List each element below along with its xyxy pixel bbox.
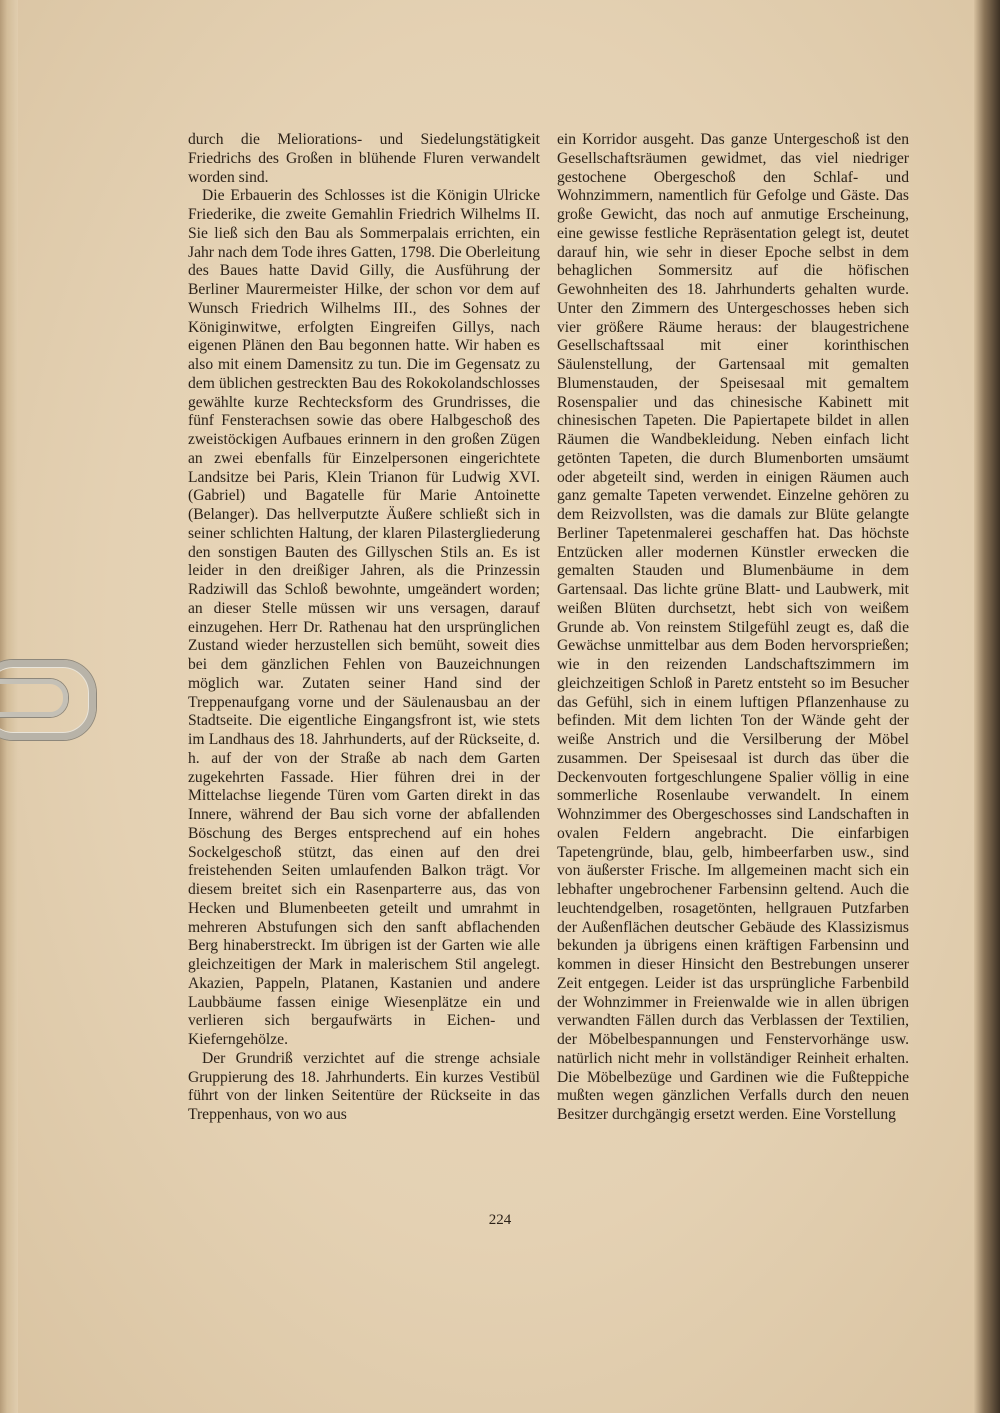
paragraph: Der Grundriß verzichtet auf die strenge achsiale Gruppierung des 18. Jahrhunderts. Ein kurzes Vestibül führt von der linken Seitentüre der Rückseite in das Treppenhaus, von wo aus	[188, 1049, 540, 1123]
paper-clip-inner-loop	[0, 679, 68, 717]
page-number: 224	[488, 1212, 512, 1228]
right-text-column	[557, 131, 909, 1125]
paragraph: durch die Meliorations- und Siedelungstätigkeit Friedrichs des Großen in blühende Fluren verwandelt worden sind.	[188, 131, 540, 186]
paragraph: ein Korridor ausgeht. Das ganze Untergeschoß ist den Gesellschaftsräumen gewidmet, das viel niedriger gestochene Obergeschoß den Schlaf- und Wohnzimmern, namentlich für Gefolge und Gäste. Das große Gewicht, das noch auf anmutige Erscheinung, eine gewisse festliche Repräsentation gelegt ist, deutet darauf hin, wie sehr in dieser Epoche selbst in dem behaglichen Sommersitz auf die höfischen Gewohnheiten des 18. Jahrhunderts gehalten wurde. Unter den Zimmern des Untergeschosses heben sich vier größere Räume heraus: der blaugestrichene Gesellschaftssaal mit einer korinthischen Säulenstellung, der Gartensaal mit gemalten Blumenstauden, der Speisesaal mit gemaltem Rosenspalier und das chinesische Kabinett mit chinesischen Tapeten. Die Papiertapete bildet in allen Räumen die Wandbekleidung. Neben einfach licht getönten Tapeten, die durch Blumenborten umsäumt oder abgeteilt sind, werden in einigen Räumen auch ganz gemalte Tapeten verwendet. Einzelne gehören zu dem Reizvollsten, was die damals zur Blüte gelangte Berliner Tapetenmalerei geschaffen hat. Das höchste Entzücken aller modernen Künstler erwecken die gemalten Stauden und Blumenbäume in dem Gartensaal. Das lichte grüne Blatt- und Laubwerk, mit weißen Blüten durchsetzt, hebt sich von weißem Grunde ab. Von reinstem Stilgefühl zeugt es, daß die Gewächse unmittelbar aus dem Boden hervorsprießen; wie in den reizenden Landschaftszimmern im gleichzeitigen Schloß in Paretz entsteht so im Besucher das Gefühl, sich in einem luftigen Pflanzenhause zu befinden. Mit dem lichten Ton der Wände geht der weiße Anstrich und die Versilberung der Möbel zusammen. Der Speisesaal ist durch das über die Deckenvouten fortgeschlungene Spalier völlig in eine sommerliche Rosenlaube verwandelt. In einem Wohnzimmer des Obergeschosses sind Landschaften in ovalen Feldern angebracht. Die einfarbigen Tapetengründe, blau, gelb, himbeerfarben usw., sind von äußerster Frische. Im allgemeinen macht sich ein lebhafter ungebrochener Farbensinn geltend. Auch die leuchtendgelben, rosagetönten, hellgrauen Putzfarben der Außenflächen deutscher Gebäude des Klassizismus bekunden ja übrigens einen kräftigen Farbensinn und kommen in dieser Hinsicht den Bestrebungen unserer Zeit entgegen. Leider ist das ursprüngliche Farbenbild der Wohnzimmer in Freienwalde wie in allen übrigen verwandten Fällen durch das Verblassen der Textilien, der Möbelbespannungen und Fenstervorhänge usw. natürlich nicht mehr in vollständiger Reinheit erhalten. Die Möbelbezüge und Gardinen wie die Fußteppiche mußten wegen gänzlichen Verfalls durch den neuen Besitzer durchgängig ersetzt werden. Eine Vorstellung	[557, 131, 909, 1123]
paragraph: Die Erbauerin des Schlosses ist die Königin Ulricke Friederike, die zweite Gemahlin Friedrich Wilhelms II. Sie ließ sich den Bau als Sommerpalais errichten, ein Jahr nach dem Tode ihres Gatten, 1798. Die Oberleitung des Baues hatte David Gilly, die Ausführung der Berliner Maurermeister Hilke, der schon vor dem auf Wunsch Friedrich Wilhelms III., des Sohnes der Königinwitwe, erfolgten Eingreifen Gillys, nach eigenen Plänen den Bau begonnen hatte. Wir haben es also mit einem Damensitz zu tun. Die im Gegensatz zu dem üblichen gestreckten Bau des Rokokolandschlosses gewählte kurze Rechtecksform des Grundrisses, die fünf Fensterachsen sowie das obere Halbgeschoß des zweistöckigen Aufbaues erinnern in den großen Zügen an zwei ebenfalls für Einzelpersonen eingerichtete Landsitze bei Paris, Klein Trianon für Ludwig XVI. (Gabriel) und Bagatelle für Marie Antoinette (Belanger). Das hellverputzte Äußere schließt sich in seiner schlichten Haltung, der klaren Pilastergliederung den sonstigen Bauten des Gillyschen Stils an. Es ist leider in den dreißiger Jahren, als die Prinzessin Radziwill das Schloß bewohnte, umgeändert worden; an dieser Stelle müssen wir uns versagen, darauf einzugehen. Herr Dr. Rathenau hat den ursprünglichen Zustand wieder herzustellen sich bemüht, soweit dies bei dem gänzlichen Fehlen von Bauzeichnungen möglich war. Zutaten seiner Hand sind der Treppenaufgang vorne und der Säulenausbau an der Stadtseite. Die eigentliche Eingangsfront ist, wie stets im Landhaus des 18. Jahrhunderts, auf der Rückseite, d. h. auf der von der Straße ab nach dem Garten zugekehrten Fassade. Hier führen drei in der Mittelachse liegende Türen vom Garten direkt in das Innere, während der Bau sich vorne der abfallenden Böschung des Berges entsprechend auf ein hohes Sockelgeschoß stützt, das einen auf den drei freistehenden Seiten umlaufenden Balkon trägt. Vor diesem breitet sich ein Rasenparterre aus, das von Hecken und Blumenbeeten geteilt und umrahmt in mehreren Abstufungen sich den sanft abflachenden Berg hinaberstreckt. Im übrigen ist der Garten wie alle gleichzeitigen der Mark in malerischem Stil angelegt. Akazien, Pappeln, Platanen, Kastanien und andere Laubbäume fassen einige Wiesenplätze ein und verlieren sich bergaufwärts in Eichen- und Kieferngehölze.	[188, 187, 540, 1048]
page-right-edge	[974, 0, 1000, 1413]
left-text-column	[188, 131, 540, 1125]
